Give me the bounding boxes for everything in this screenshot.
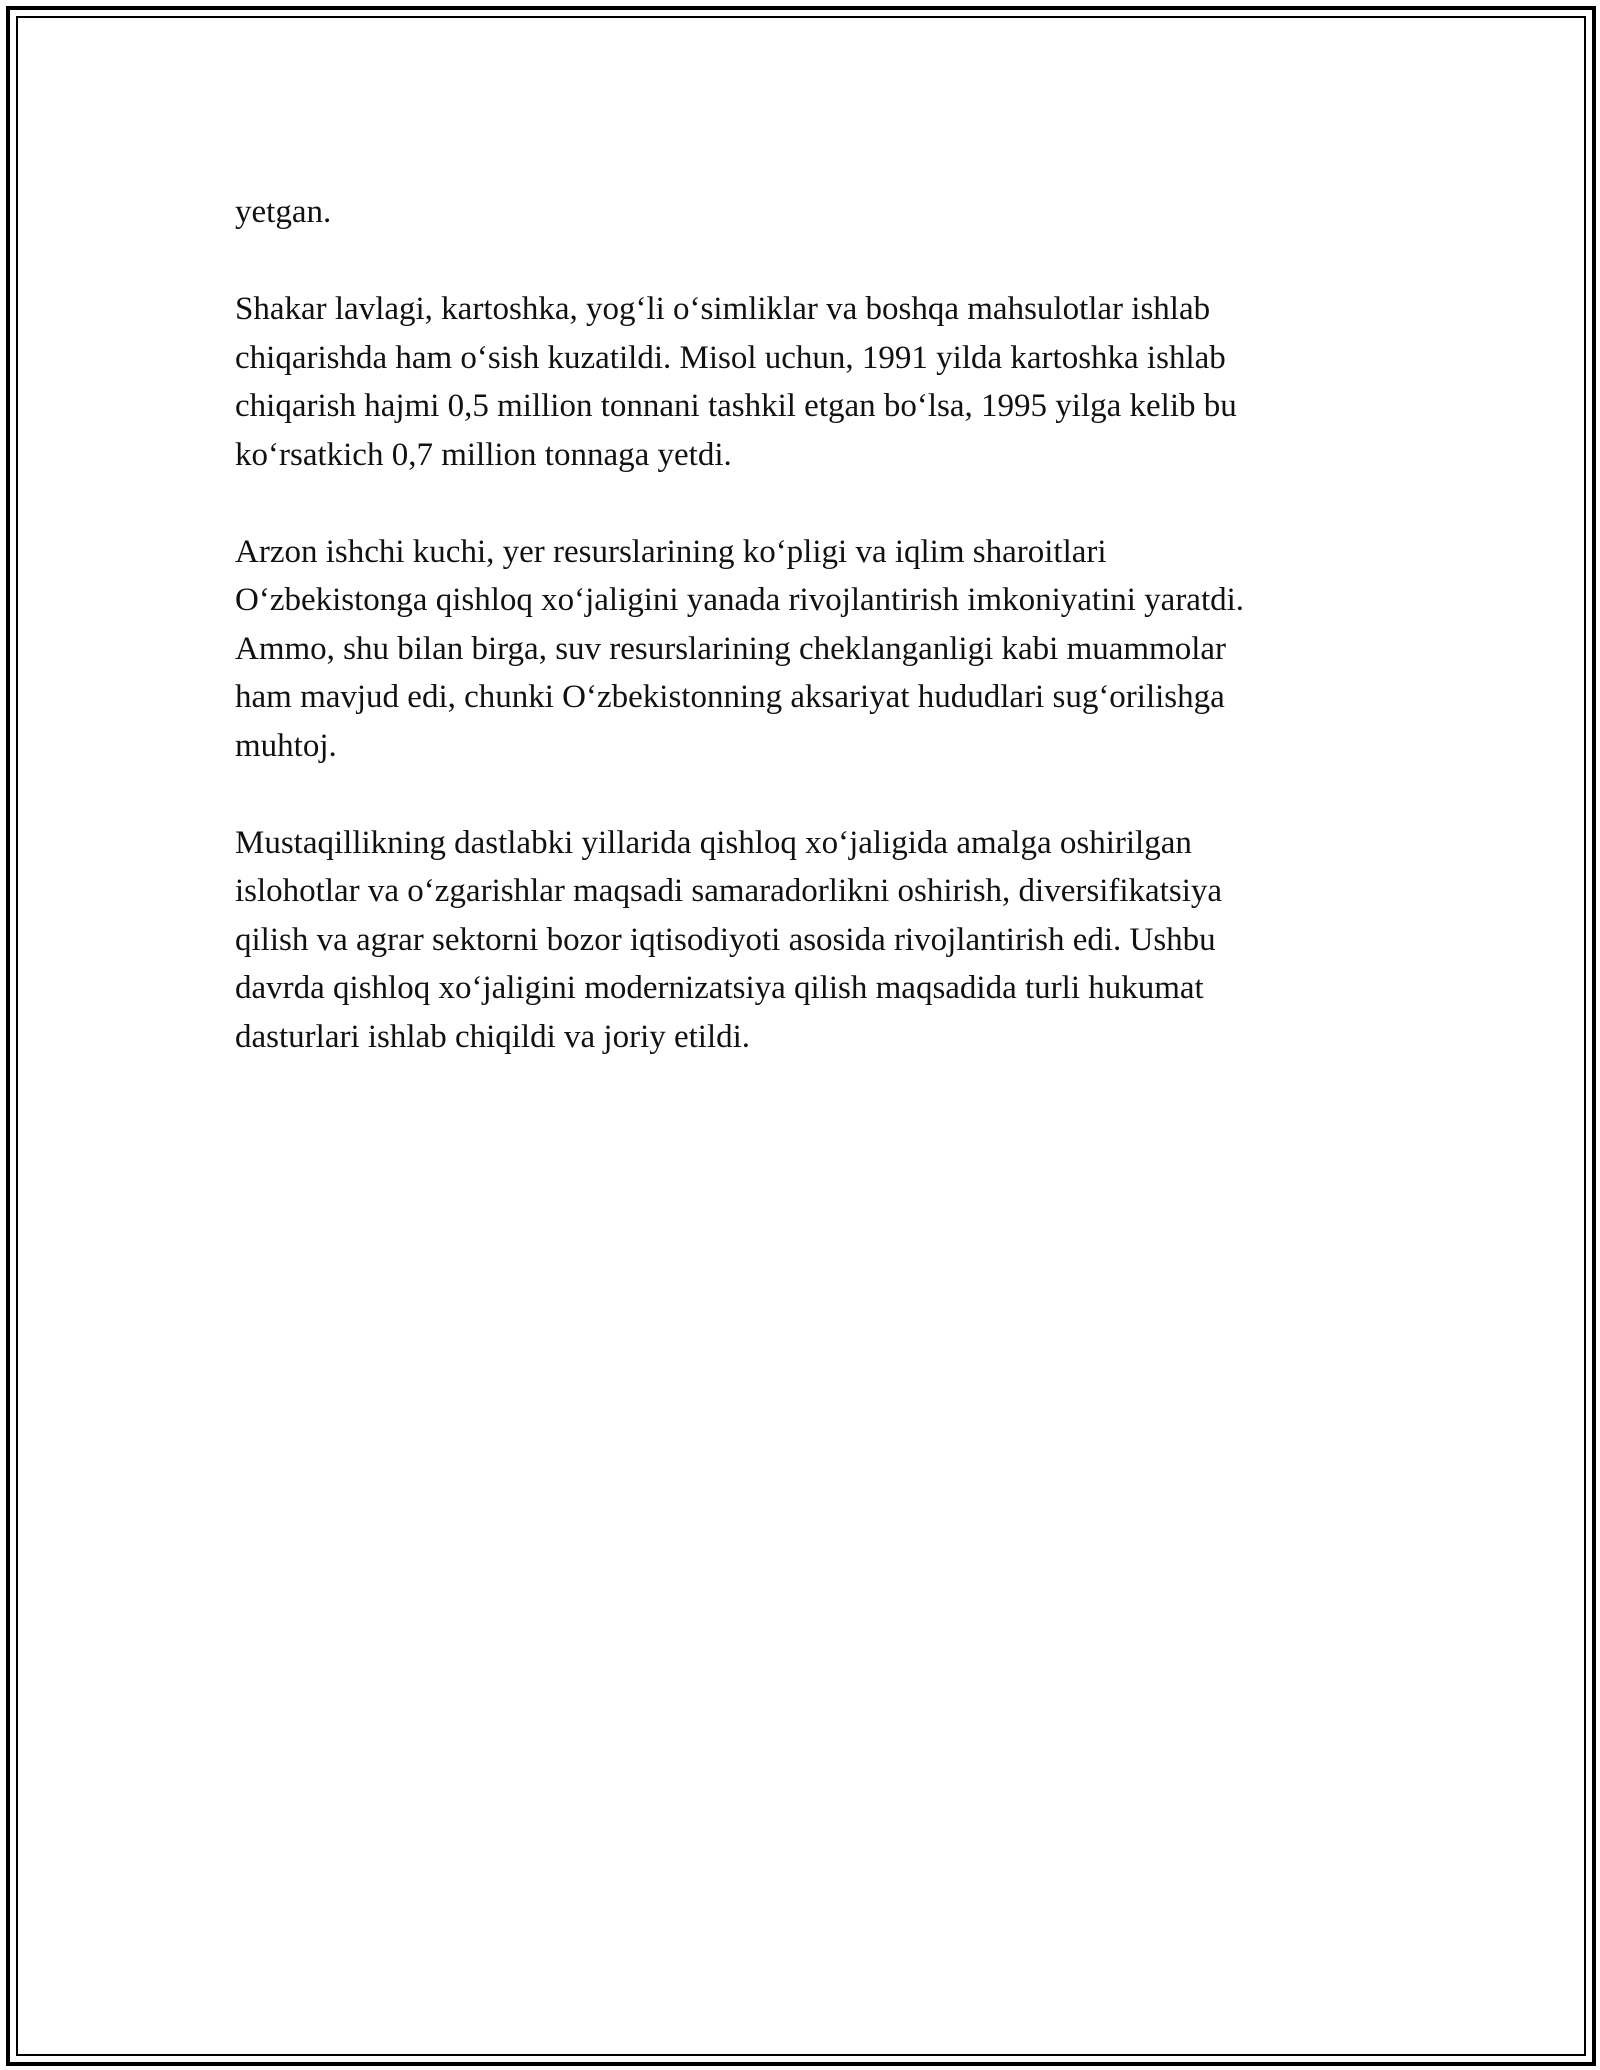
paragraph-line: Shakar lavlagi, kartoshka, yog‘li o‘simliklar va boshqa mahsulotlar ishlab [235, 291, 1211, 327]
paragraph-line: qilish va agrar sektorni bozor iqtisodiyoti asosida rivojlantirish edi. Ushbu [235, 921, 1216, 958]
paragraph-3 [235, 528, 1375, 771]
paragraph-line: Arzon ishchi kuchi, yer resurslarining ko‘pligi va iqlim sharoitlari [235, 533, 1107, 570]
paragraph-line: O‘zbekistonga qishloq xo‘jaligini yanada rivojlantirish imkoniyatini yaratdi. [235, 582, 1245, 618]
paragraph-line: ham mavjud edi, chunki O‘zbekistonning aksariyat hududlari sug‘orilishga [235, 679, 1225, 715]
paragraph-line: davrda qishloq xo‘jaligini modernizatsiya qilish maqsadida turli hukumat [235, 970, 1204, 1006]
paragraph-line: Ammo, shu bilan birga, suv resurslarining cheklanganligi kabi muammolar [235, 630, 1227, 667]
paragraph-line: islohotlar va o‘zgarishlar maqsadi samaradorlikni oshirish, diversifikatsiya [235, 873, 1223, 909]
paragraph-line: chiqarish hajmi 0,5 million tonnani tashkil etgan bo‘lsa, 1995 yilga kelib bu [235, 388, 1237, 424]
paragraph-2 [235, 285, 1375, 479]
paragraph-line: dasturlari ishlab chiqildi va joriy etildi. [235, 1018, 751, 1055]
paragraph-line: Mustaqillikning dastlabki yillarida qishloq xo‘jaligida amalga oshirilgan [235, 824, 1192, 861]
paragraph-line: muhtoj. [235, 727, 337, 764]
document-body [235, 188, 1375, 1110]
paragraph-1 [235, 188, 1375, 237]
paragraph-line: ko‘rsatkich 0,7 million tonnaga yetdi. [235, 436, 732, 473]
paragraph-line: yetgan. [235, 194, 332, 230]
paragraph-line: chiqarishda ham o‘sish kuzatildi. Misol uchun, 1991 yilda kartoshka ishlab [235, 339, 1226, 376]
paragraph-4 [235, 819, 1375, 1062]
